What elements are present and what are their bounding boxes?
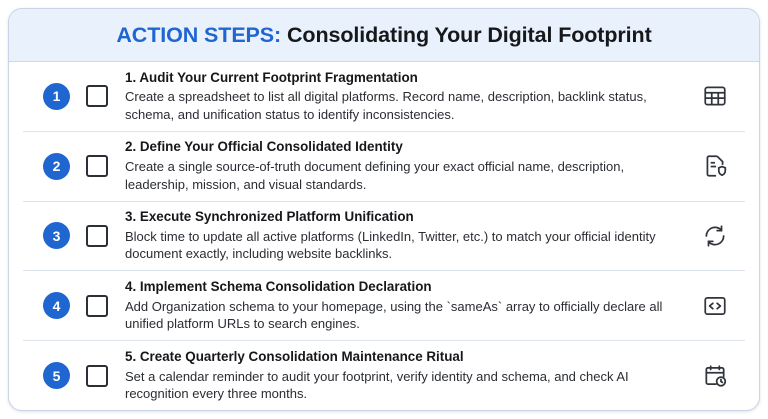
step-title: 5. Create Quarterly Consolidation Maintenance Ritual [125, 348, 464, 364]
spreadsheet-icon [695, 83, 735, 109]
card-header [9, 9, 759, 62]
page-title-rest: Consolidating Your Digital Footprint [281, 22, 652, 47]
calendar-clock-icon [695, 363, 735, 389]
step-text [125, 349, 695, 403]
step-number-badge: 4 [43, 292, 70, 319]
page-title [116, 23, 651, 48]
code-brackets-icon [695, 293, 735, 319]
step-title: 3. Execute Synchronized Platform Unification [125, 209, 414, 225]
step-text [125, 209, 695, 263]
step-title: 2. Define Your Official Consolidated Identity [125, 139, 403, 155]
step-text [125, 139, 695, 193]
step-description: Add Organization schema to your homepage, using the `sameAs` array to officially declare all unified platform URLs to search engines. [125, 298, 663, 332]
step-checkbox[interactable] [86, 85, 108, 107]
list-item [23, 62, 745, 132]
step-number-badge: 5 [43, 362, 70, 389]
sync-icon [695, 223, 735, 249]
step-description: Create a single source-of-truth document defining your exact official name, description, leadership, mission, and visual standards. [125, 159, 625, 192]
list-item [23, 132, 745, 202]
step-title: 1. Audit Your Current Footprint Fragmentation [125, 69, 418, 85]
step-checkbox[interactable] [86, 225, 108, 247]
step-text [125, 279, 695, 333]
step-number-badge: 3 [43, 222, 70, 249]
step-text [125, 70, 695, 124]
action-steps-card [8, 8, 760, 411]
step-title: 4. Implement Schema Consolidation Declaration [125, 279, 432, 294]
list-item [23, 202, 745, 272]
step-number-badge: 2 [43, 153, 70, 180]
step-checkbox[interactable] [86, 155, 108, 177]
page-title-accent: ACTION STEPS: [116, 22, 282, 47]
step-description: Set a calendar reminder to audit your footprint, verify identity and schema, and check AI recognition every three months. [125, 368, 629, 401]
list-item [23, 271, 745, 341]
step-checkbox[interactable] [86, 295, 108, 317]
step-description: Block time to update all active platforms (LinkedIn, Twitter, etc.) to match your official identity document exactly, including website backlinks. [125, 228, 656, 262]
list-item [23, 341, 745, 410]
step-checkbox[interactable] [86, 365, 108, 387]
step-description: Create a spreadsheet to list all digital platforms. Record name, description, backlink status, schema, and unification status to identify inconsistencies. [125, 89, 647, 122]
document-shield-icon [695, 153, 735, 179]
step-number-badge: 1 [43, 83, 70, 110]
steps-list [9, 62, 759, 410]
